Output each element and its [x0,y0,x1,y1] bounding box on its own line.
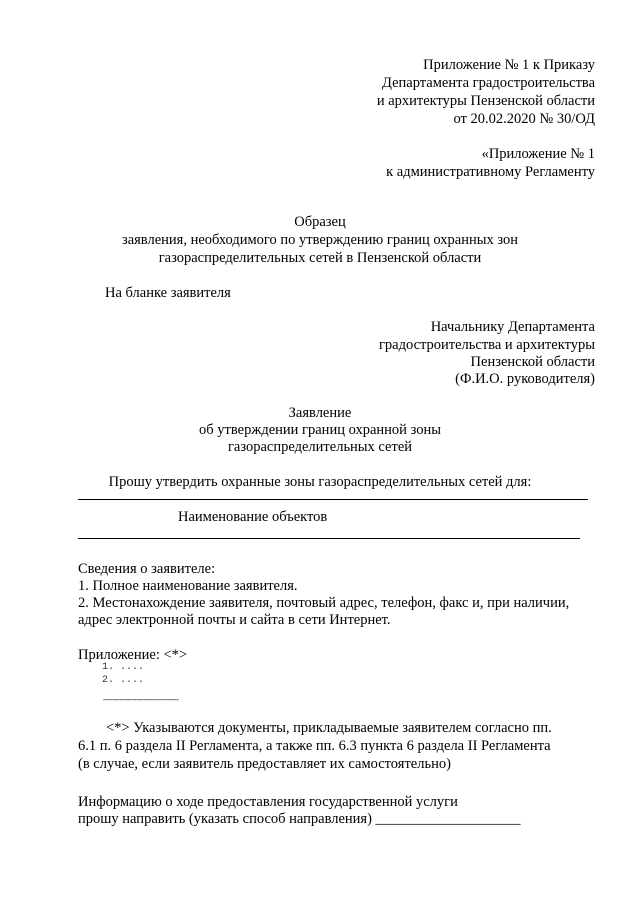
applicant-item-2-line-1: 2. Местонахождение заявителя, почтовый адрес, телефон, факс и, при наличии, [78,595,570,611]
footnote-line-3: (в случае, если заявитель предоставляет их самостоятельно) [78,756,451,772]
sample-line-2: газораспределительных сетей в Пензенской области [158,250,482,266]
addressee-line-4: (Ф.И.О. руководителя) [455,371,595,387]
addressee-line-1: Начальнику Департамента [430,319,595,335]
footnote-line-1: <*> Указываются документы, прикладываемые заявителем согласно пп. [106,720,552,736]
sample-title: Образец [294,214,346,230]
header-line-3: и архитектуры Пензенской области [376,93,595,109]
info-line-1: Информацию о ходе предоставления государственной услуги [78,794,458,810]
addressee-line-2: градостроительства и архитектуры [378,337,595,353]
objects-line-1 [78,499,588,500]
header-line-2: Департамента градостроительства [382,75,595,91]
application-title: Заявление [288,405,352,421]
request-text: Прошу утвердить охранные зоны газораспределительных сетей для: [108,474,532,490]
header-line-5: «Приложение № 1 [481,146,595,162]
applicant-heading: Сведения о заявителе: [78,561,216,577]
sample-line-1: заявления, необходимого по утверждению границ охранных зон [121,232,519,248]
objects-line-2 [78,538,580,539]
footnote-line-2: 6.1 п. 6 раздела II Регламента, а также пп. 6.3 пункта 6 раздела II Регламента [78,738,551,754]
applicant-item-2-line-2: адрес электронной почты и сайта в сети Интернет. [78,612,391,628]
objects-caption: Наименование объектов [178,509,328,525]
info-line-2: прошу направить (указать способ направления) ____________________ [78,811,521,827]
header-line-1: Приложение № 1 к Приказу [423,57,595,73]
application-line-1: об утверждении границ охранной зоны [199,422,441,438]
application-line-2: газораспределительных сетей [227,439,413,455]
attachment-item-1: 1. .... [102,662,145,673]
footnote-separator: -------------------------------- [103,695,179,704]
addressee-line-3: Пензенской области [470,354,595,370]
attachment-heading: Приложение: <*> [78,647,188,663]
header-line-6: к административному Регламенту [386,164,595,180]
header-line-4: от 20.02.2020 № 30/ОД [453,111,595,127]
attachment-item-2: 2. .... [102,675,145,686]
letterhead-note: На бланке заявителя [105,285,231,301]
applicant-item-1: 1. Полное наименование заявителя. [78,578,298,594]
